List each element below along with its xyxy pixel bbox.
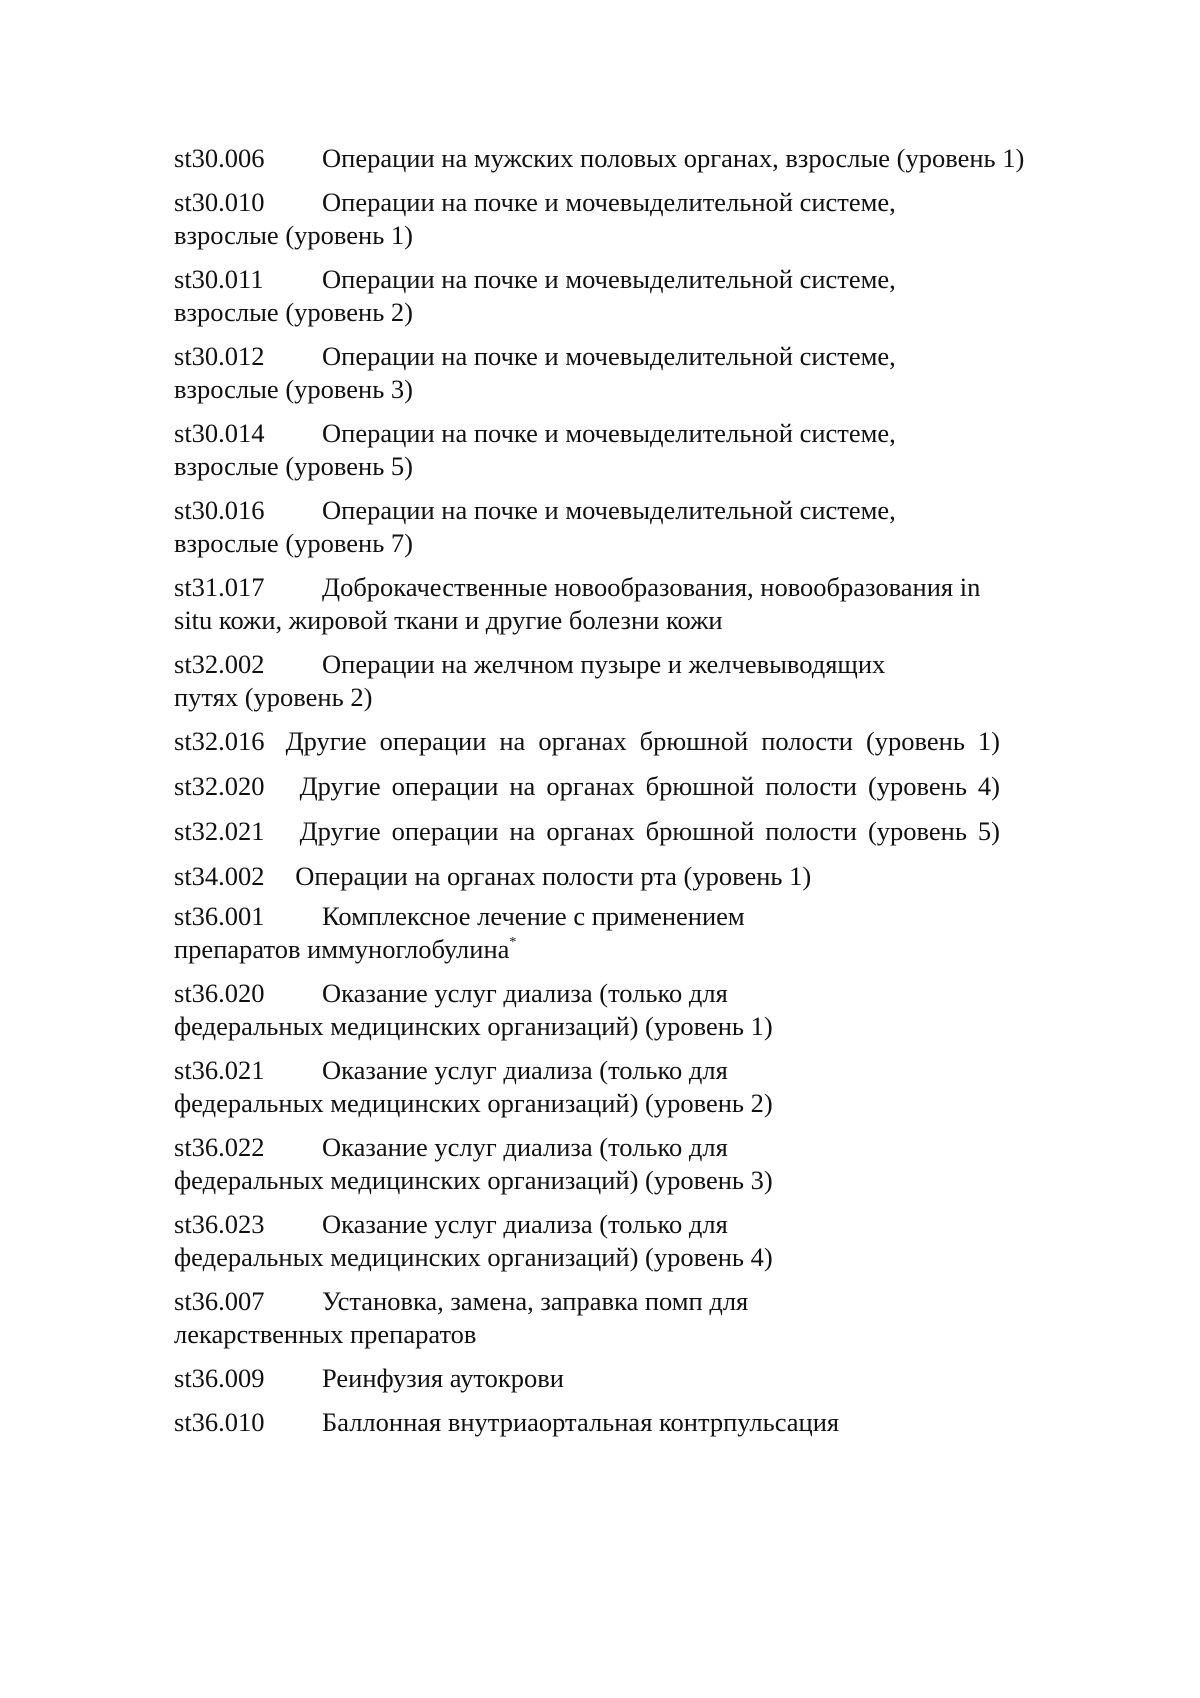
list-item <box>174 1131 1074 1197</box>
entry-code: st30.010 <box>174 187 265 217</box>
entry-title: Операции на мужских половых органах, взрослые (уровень 1) <box>322 143 1025 173</box>
entry-code: st36.010 <box>174 1407 265 1437</box>
entry-title: Операции на почке и мочевыделительной системе, взрослые (уровень 1) <box>174 187 896 250</box>
entry-title: Реинфузия аутокрови <box>322 1363 564 1393</box>
entry-code: st30.011 <box>174 264 264 294</box>
entry-title: Другие операции на органах брюшной полости (уровень 1) <box>285 726 1001 756</box>
entry-code: st30.006 <box>174 143 265 173</box>
list-item <box>174 263 1074 329</box>
entry-code: st36.022 <box>174 1132 265 1162</box>
footnote-mark: * <box>509 935 517 950</box>
list-item <box>174 1362 1074 1395</box>
list-item <box>174 648 1074 714</box>
entry-code: st31.017 <box>174 572 265 602</box>
entry-title: Оказание услуг диализа (только для федеральных медицинских организаций) (уровень 1) <box>174 978 773 1041</box>
entry-code: st32.020 <box>174 771 265 801</box>
entry-title: Операции на почке и мочевыделительной системе, взрослые (уровень 2) <box>174 264 896 327</box>
entry-code: st32.021 <box>174 816 265 846</box>
list-item <box>174 1406 1074 1439</box>
list-item <box>174 494 1074 560</box>
entry-code: st30.014 <box>174 418 265 448</box>
entry-title: Операции на желчном пузыре и желчевыводящих путях (уровень 2) <box>174 649 886 712</box>
entry-title: Операции на почке и мочевыделительной системе, взрослые (уровень 7) <box>174 495 896 558</box>
entry-code: st36.001 <box>174 901 265 931</box>
entry-code: st36.020 <box>174 978 265 1008</box>
entry-title: Операции на почке и мочевыделительной системе, взрослые (уровень 3) <box>174 341 896 404</box>
entry-code: st36.009 <box>174 1363 265 1393</box>
entry-code: st32.002 <box>174 649 265 679</box>
entry-code: st34.002 <box>174 861 265 891</box>
entry-title: Другие операции на органах брюшной полости (уровень 4) <box>299 771 1001 801</box>
entry-title: Оказание услуг диализа (только для федеральных медицинских организаций) (уровень 4) <box>174 1209 773 1272</box>
list-item <box>174 1285 1074 1351</box>
list-item <box>174 977 1074 1043</box>
entry-title: Операции на органах полости рта (уровень 1) <box>295 861 812 891</box>
entry-code: st36.021 <box>174 1055 265 1085</box>
merged-paragraph <box>174 719 1000 899</box>
list-item <box>174 142 1074 175</box>
list-item <box>174 1054 1074 1120</box>
entry-code: st36.007 <box>174 1286 265 1316</box>
entry-title: Комплексное лечение с применением препаратов иммуноглобулина <box>174 901 745 964</box>
entry-title: Установка, замена, заправка помп для лекарственных препаратов <box>174 1286 749 1349</box>
entry-title: Баллонная внутриаортальная контрпульсация <box>322 1407 840 1437</box>
entry-title: Другие операции на органах брюшной полости (уровень 5) <box>299 816 1001 846</box>
entry-code: st30.016 <box>174 495 265 525</box>
entry-title: Операции на почке и мочевыделительной системе, взрослые (уровень 5) <box>174 418 896 481</box>
entry-title: Оказание услуг диализа (только для федеральных медицинских организаций) (уровень 3) <box>174 1132 773 1195</box>
list-item <box>174 1208 1074 1274</box>
list-item <box>174 417 1074 483</box>
entry-title: Оказание услуг диализа (только для федеральных медицинских организаций) (уровень 2) <box>174 1055 773 1118</box>
entry-code: st30.012 <box>174 341 265 371</box>
entry-code: st36.023 <box>174 1209 265 1239</box>
list-item <box>174 186 1074 252</box>
list-item <box>174 900 1074 966</box>
entry-title: Доброкачественные новообразования, новообразования in situ кожи, жировой ткани и другие болезни кожи <box>174 572 981 635</box>
entry-code: st32.016 <box>174 726 265 756</box>
document-page <box>174 142 1074 1450</box>
list-item <box>174 340 1074 406</box>
list-item <box>174 571 1074 637</box>
